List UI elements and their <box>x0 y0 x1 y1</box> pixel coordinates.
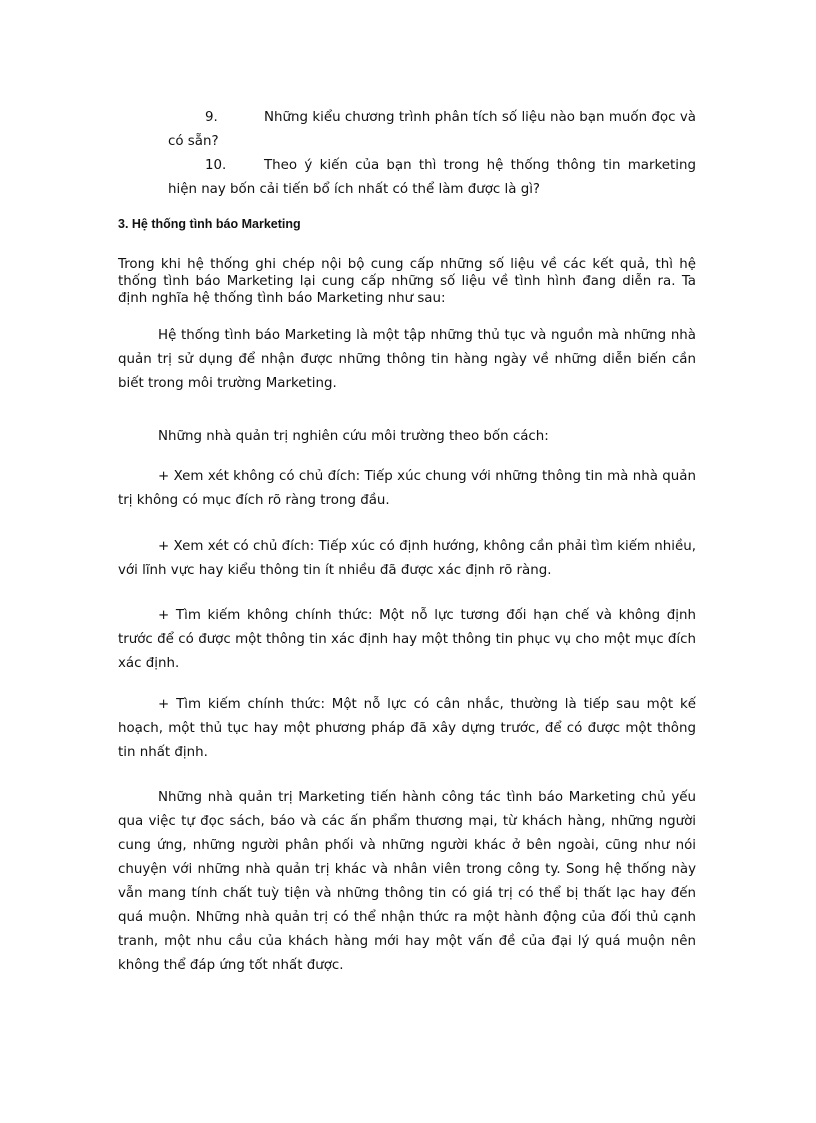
method-item: + Tìm kiếm chính thức: Một nỗ lực có cân nhắc, thường là tiếp sau một kế hoạch, một thủ tục hay một phương pháp đã xây dựng trước, để có được một thông tin nhất định. <box>118 697 696 760</box>
list-item-10 <box>168 154 696 202</box>
list-number: 9. <box>205 110 218 125</box>
methods-intro-paragraph: Những nhà quản trị nghiên cứu môi trường theo bốn cách: <box>158 429 549 444</box>
definition-paragraph: Hệ thống tình báo Marketing là một tập những thủ tục và nguồn mà những nhà quản trị sử dụng để nhận được những thông tin hàng ngày về những diễn biến cần biết trong môi trường Marketing. <box>118 328 696 391</box>
section-heading: 3. Hệ thống tình báo Marketing <box>118 217 301 231</box>
list-item-continuation: có sẵn? <box>168 134 219 149</box>
list-number: 10. <box>205 158 227 173</box>
method-item: + Tìm kiếm không chính thức: Một nỗ lực tương đối hạn chế và không định trước để có được một thông tin xác định hay một thông tin phục vụ cho một mục đích xác định. <box>118 608 696 671</box>
list-item-9 <box>168 106 696 154</box>
method-item: + Xem xét có chủ đích: Tiếp xúc có định hướng, không cần phải tìm kiếm nhiều, với lĩnh vực hay kiểu thông tin ít nhiều đã được xác định rõ ràng. <box>118 539 696 578</box>
list-item-continuation: hiện nay bốn cải tiến bổ ích nhất có thể làm được là gì? <box>168 182 541 197</box>
list-item-text: Những kiểu chương trình phân tích số liệu nào bạn muốn đọc và <box>264 110 696 125</box>
list-item-text: Theo ý kiến của bạn thì trong hệ thống thông tin marketing <box>264 158 696 173</box>
closing-paragraph: Những nhà quản trị Marketing tiến hành công tác tình báo Marketing chủ yếu qua việc tự đọc sách, báo và các ấn phẩm thương mại, từ khách hàng, những người cung ứng, những người phân phối và những người khác ở bên ngoài, cũng như nói chuyện với những nhà quản trị khác và nhân viên trong công ty. Song hệ thống này vẫn mang tính chất tuỳ tiện và những thông tin có giá trị có thể bị thất lạc hay đến quá muộn. Những nhà quản trị có thể nhận thức ra một hành động của đối thủ cạnh tranh, một nhu cầu của khách hàng mới hay một vấn đề của đại lý quá muộn nên không thể đáp ứng tốt nhất được. <box>118 790 696 973</box>
method-item: + Xem xét không có chủ đích: Tiếp xúc chung với những thông tin mà nhà quản trị không có mục đích rõ ràng trong đầu. <box>118 469 696 508</box>
intro-paragraph: Trong khi hệ thống ghi chép nội bộ cung cấp những số liệu về các kết quả, thì hệ thống tình báo Marketing lại cung cấp những số liệu về tình hình đang diễn ra. Ta định nghĩa hệ thống tình báo Marketing như sau: <box>118 257 696 306</box>
